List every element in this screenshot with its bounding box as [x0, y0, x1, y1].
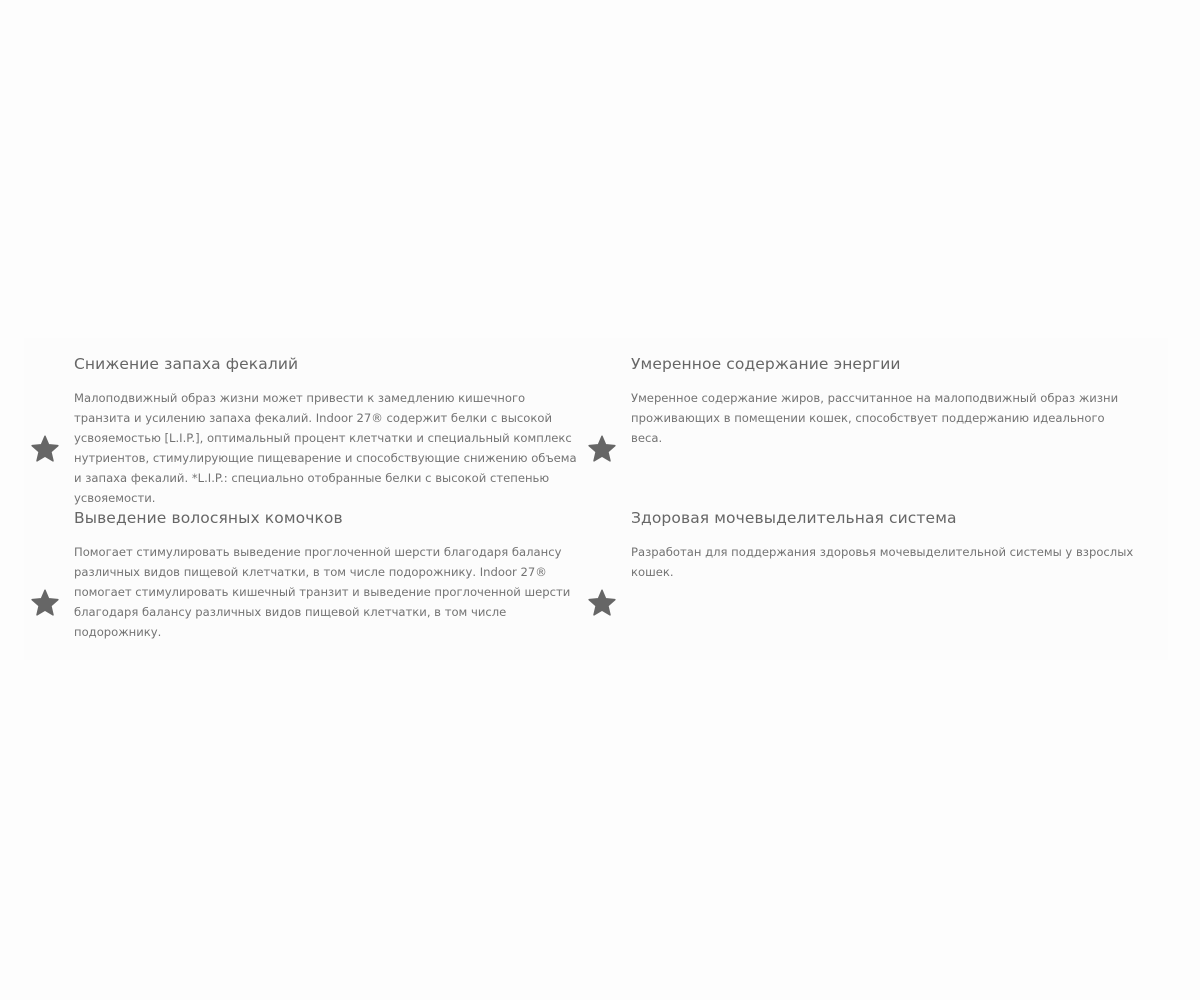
feature-title: Выведение волосяных комочков [74, 509, 343, 527]
feature-title: Снижение запаха фекалий [74, 355, 299, 373]
feature-description: Помогает стимулировать выведение проглоченной шерсти благодаря балансу различных видов пищевой клетчатки, в том числе подорожнику. Indoor 27® помогает стимулировать кишечный транзит и выведение проглоченной шерсти благодаря балансу различных видов пищевой клетчатки, в том числе подорожнику. [74, 545, 571, 639]
feature-description: Умеренное содержание жиров, рассчитанное на малоподвижный образ жизни проживающих в помещении кошек, способствует поддержанию идеального веса. [631, 391, 1119, 445]
feature-title: Умеренное содержание энергии [631, 355, 901, 373]
star-icon [30, 434, 60, 464]
star-icon [587, 434, 617, 464]
feature-item-odor [74, 354, 594, 505]
feature-description: Малоподвижный образ жизни может привести к замедлению кишечного транзита и усилению запаха фекалий. Indoor 27® содержит белки с высокой усвояемостью [L.I.P.], оптимальный процент клетчатки и специальный комплекс нутриентов, стимулирующие пищеварение и способствующие снижению объема и запаха фекалий. *L.I.P.: специально отобранные белки с высокой степенью усвояемости. [74, 391, 577, 505]
feature-item-energy [631, 354, 1151, 445]
feature-description: Разработан для поддержания здоровья мочевыделительной системы у взрослых кошек. [631, 545, 1134, 579]
feature-title: Здоровая мочевыделительная система [631, 509, 957, 527]
feature-item-urinary [631, 508, 1151, 579]
feature-item-hairball [74, 508, 594, 639]
star-icon [30, 588, 60, 618]
star-icon [587, 588, 617, 618]
